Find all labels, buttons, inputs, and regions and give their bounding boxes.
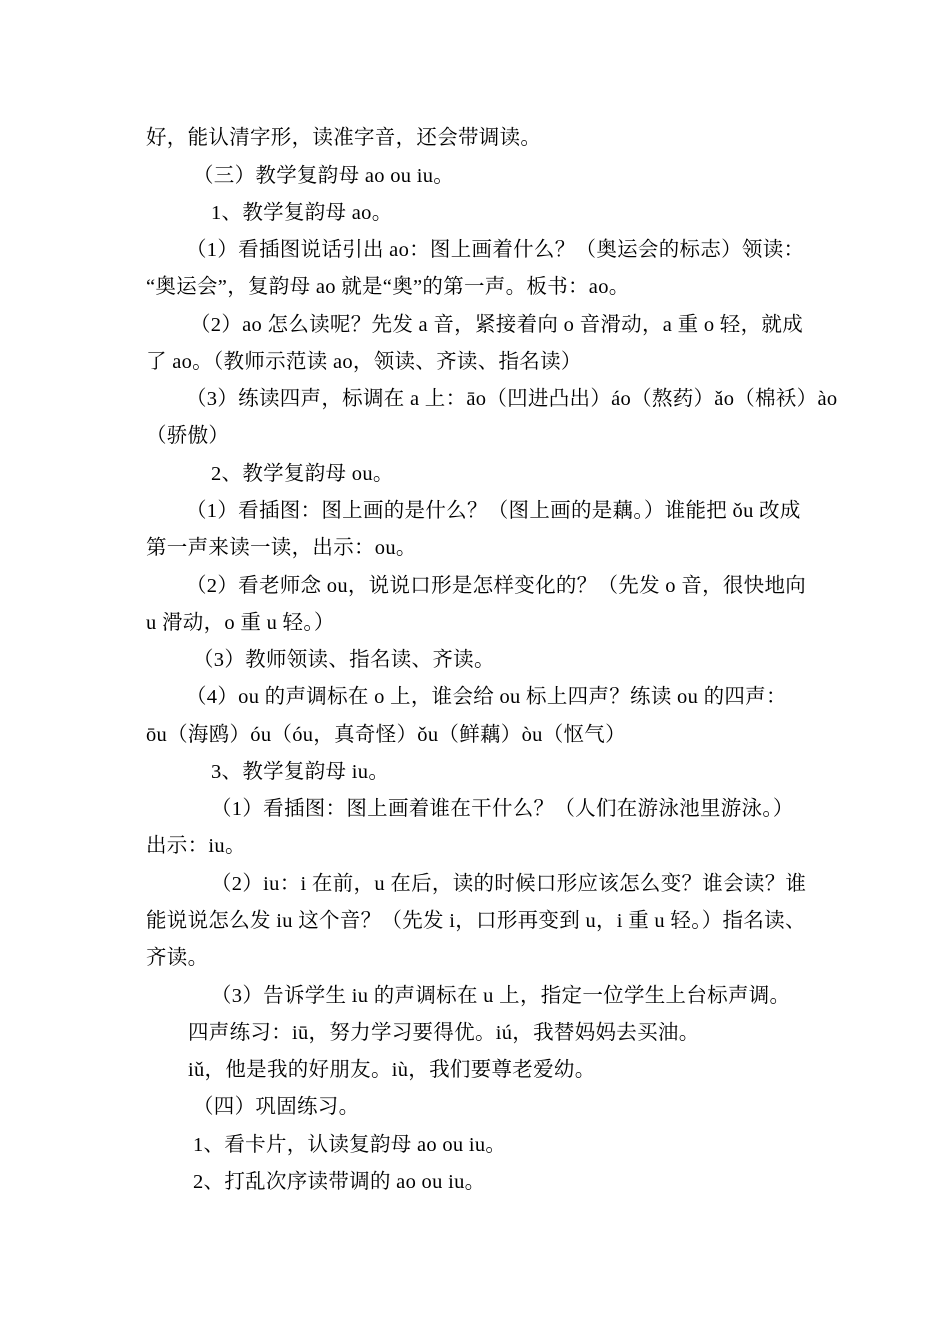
subsection-heading: 2、教学复韵母 ou。 [211, 463, 394, 485]
text-line: 2、打乱次序读带调的 ao ou iu。 [193, 1171, 486, 1193]
text-line: 能说说怎么发 iu 这个音？（先发 i，口形再变到 u，i 重 u 轻。）指名读、 [146, 910, 806, 932]
text-line: （3）练读四声，标调在 a 上：āo（凹进凸出）áo（熬药）ǎo（棉袄）ào [186, 388, 838, 410]
text-line: 第一声来读一读，出示：ou。 [146, 537, 417, 559]
text-line: ōu（海鸥）óu（óu，真奇怪）ǒu（鲜藕）òu（怄气） [146, 724, 626, 746]
subsection-heading: 1、教学复韵母 ao。 [211, 202, 393, 224]
text-line: （1）看插图：图上画着谁在干什么？（人们在游泳池里游泳。） [211, 798, 794, 820]
text-line: （2）ao 怎么读呢？先发 a 音，紧接着向 o 音滑动，a 重 o 轻，就成 [190, 314, 803, 336]
text-line: 了 ao。（教师示范读 ao，领读、齐读、指名读） [146, 351, 582, 373]
text-line: 1、看卡片，认读复韵母 ao ou iu。 [193, 1134, 507, 1156]
text-line: 出示：iu。 [146, 835, 246, 857]
text-line: （2）iu：i 在前，u 在后，读的时候口形应该怎么变？谁会读？谁 [211, 873, 807, 895]
text-line: “奥运会”，复韵母 ao 就是“奥”的第一声。板书：ao。 [146, 276, 630, 298]
text-line: iǔ，他是我的好朋友。iù，我们要尊老爱幼。 [188, 1059, 596, 1081]
text-line: （3）告诉学生 iu 的声调标在 u 上，指定一位学生上台标声调。 [211, 985, 791, 1007]
section-heading: （三）教学复韵母 ao ou iu。 [193, 165, 455, 187]
text-line: 齐读。 [146, 947, 209, 969]
text-line: （1）看插图：图上画的是什么？（图上画的是藕。）谁能把 ǒu 改成 [186, 500, 801, 522]
subsection-heading: 3、教学复韵母 iu。 [211, 761, 390, 783]
text-line: （3）教师领读、指名读、齐读。 [193, 649, 495, 671]
text-line: （骄傲） [146, 425, 230, 447]
text-line: （2）看老师念 ou，说说口形是怎样变化的？（先发 o 音，很快地向 [186, 575, 807, 597]
text-line: 四声练习：iū，努力学习要得优。iú，我替妈妈去买油。 [188, 1022, 700, 1044]
text-line: 好，能认清字形，读准字音，还会带调读。 [146, 127, 542, 149]
section-heading: （四）巩固练习。 [193, 1096, 360, 1118]
text-line: （1）看插图说话引出 ao：图上画着什么？（奥运会的标志）领读： [186, 239, 805, 261]
text-line: u 滑动，o 重 u 轻。） [146, 612, 335, 634]
text-line: （4）ou 的声调标在 o 上，谁会给 ou 标上四声？练读 ou 的四声： [186, 686, 787, 708]
